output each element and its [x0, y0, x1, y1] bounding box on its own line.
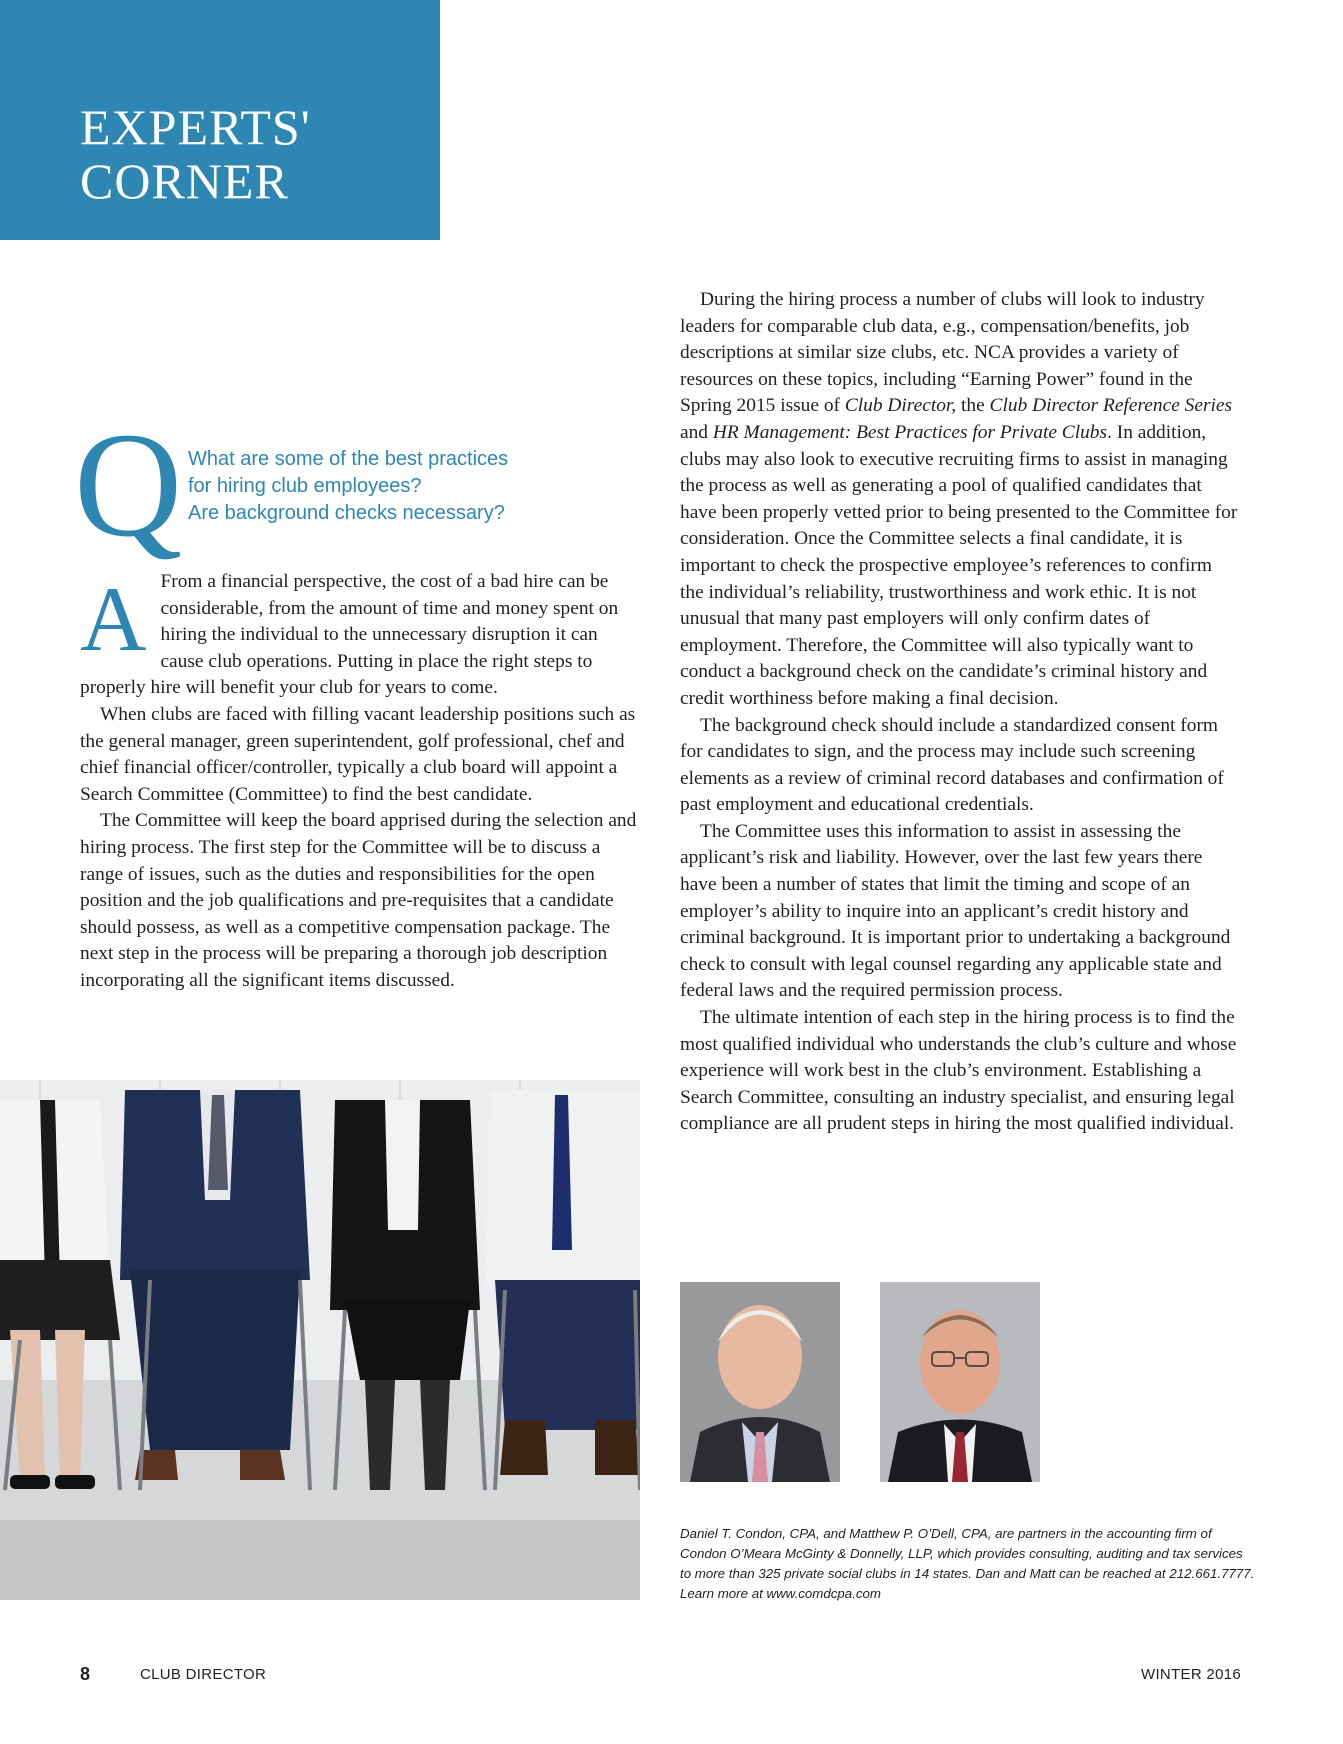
header-banner	[0, 0, 440, 240]
question-line-3: Are background checks necessary?	[188, 502, 505, 524]
article-left-column	[80, 569, 640, 995]
question-line-1: What are some of the best practices	[188, 448, 509, 470]
answer-paragraph-1	[80, 569, 640, 702]
text-run: During the hiring process a number of clubs will look to industry leaders for comparable club data, e.g., compensation/benefits, job descriptions at similar size clubs, etc. NCA provides a variety of resources on these topics, including “Earning Power” found in the Spring 2015 issue of	[680, 289, 1205, 417]
text-run: and	[680, 421, 713, 443]
answer-paragraph-3: The Committee will keep the board apprised during the selection and hiring process. The first step for the Committee will be to discuss a range of issues, such as the duties and responsibilities for the open position and the job qualifications and pre-requisites that a candidate should possess, as well as a competitive compensation package. The next step in the process will be preparing a thorough job description incorporating all the significant items discussed.	[80, 810, 637, 991]
issue-label: WINTER 2016	[1141, 1666, 1241, 1683]
portrait-2-image	[880, 1282, 1040, 1482]
answer-drop-letter: A	[80, 568, 147, 670]
answer-paragraph-7: The ultimate intention of each step in the hiring process is to find the most qualified individual who understands the club’s culture and whose experience will work best in the club’s environment. Establishing a Search Committee, consulting an industry specialist, and ensuring legal compliance are all prudent steps in hiring the most qualified individual.	[680, 1007, 1237, 1135]
answer-paragraph-4	[680, 287, 1240, 713]
question-line-2: for hiring club employees?	[188, 475, 422, 497]
bio-line-2: Condon O’Meara McGinty & Donnelly, LLP, which provides consulting, auditing and tax services	[680, 1546, 1243, 1561]
portrait-matthew-odell	[880, 1282, 1040, 1482]
question-drop-letter: Q	[74, 402, 183, 568]
bio-line-1: Daniel T. Condon, CPA, and Matthew P. O’Dell, CPA, are partners in the accounting firm of	[680, 1526, 1212, 1541]
italic-publication: Club Director,	[844, 395, 957, 417]
publication-name: CLUB DIRECTOR	[140, 1666, 267, 1683]
bio-line-4: Learn more at www.comdcpa.com	[680, 1586, 882, 1601]
candidates-waiting-photo	[0, 1080, 640, 1600]
answer-paragraph-2: When clubs are faced with filling vacant leadership positions such as the general manager, green superintendent, golf professional, chef and chief financial officer/controller, typically a club board will appoint a Search Committee (Committee) to find the best candidate.	[80, 703, 636, 805]
portrait-1-image	[680, 1282, 840, 1482]
title-line-1: EXPERTS'	[80, 99, 311, 155]
candidates-illustration	[0, 1080, 640, 1600]
question-text	[188, 446, 528, 527]
answer-paragraph-1-text: From a financial perspective, the cost of a bad hire can be considerable, from the amount of time and money spent on hiring the individual to the unnecessary disruption it can cause club operations. Putting in place the right steps to properly hire will benefit your club for years to come.	[80, 571, 619, 699]
answer-paragraph-6: The Committee uses this information to assist in assessing the applicant’s risk and liability. However, over the last few years there have been a number of states that limit the timing and scope of an employer’s ability to inquire into an applicant’s credit history and criminal background. It is important prior to undertaking a background check to consult with legal counsel regarding any applicable state and federal laws and the required permission process.	[680, 820, 1231, 1002]
bio-line-3: to more than 325 private social clubs in 14 states. Dan and Matt can be reached at 212.661.7777.	[680, 1566, 1255, 1581]
article-right-column	[680, 287, 1240, 1138]
text-run: the	[956, 395, 990, 417]
portrait-daniel-condon	[680, 1282, 840, 1482]
title-line-2: CORNER	[80, 153, 289, 209]
author-bio	[680, 1524, 1255, 1604]
answer-paragraph-5: The background check should include a standardized consent form for candidates to sign, and the process may include such screening elements as a review of criminal record databases and confirmation of past employment and educational credentials.	[680, 714, 1224, 816]
text-run: . In addition, clubs may also look to executive recruiting firms to assist in managing the process as well as generating a pool of qualified candidates that have been properly vetted prior to being presented to the Committee for consideration. Once the Committee selects a final candidate, it is important to check the prospective employee’s references to confirm the individual’s reliability, trustworthiness and work ethic. It is not unusual that many past employers will only confirm dates of employment. Therefore, the Committee will also typically want to conduct a background check on the candidate’s criminal history and credit worthiness before making a final decision.	[680, 421, 1238, 709]
page-title	[80, 100, 311, 208]
page-number: 8	[80, 1664, 91, 1684]
italic-publication: HR Management: Best Practices for Private Clubs	[712, 421, 1108, 443]
italic-publication: Club Director Reference Series	[989, 395, 1233, 417]
